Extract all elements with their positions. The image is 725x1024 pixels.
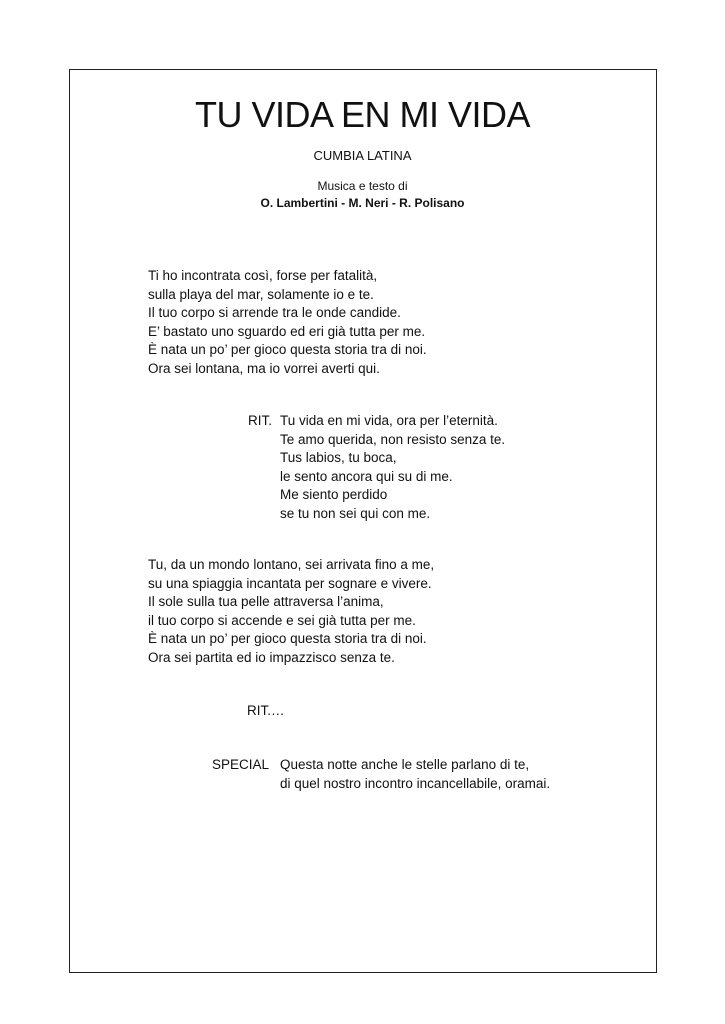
lyric-line: Questa notte anche le stelle parlano di te, [280, 757, 530, 772]
credits-label: Musica e testo di [317, 179, 408, 193]
lyric-line: il tuo corpo si accende e sei già tutta per me. [148, 612, 416, 628]
verse-1 [148, 267, 427, 378]
song-title: TU VIDA EN MI VIDA [194, 94, 531, 135]
lyric-line: Il sole sulla tua pelle attraversa l’anima, [148, 594, 384, 609]
lyric-line: le sento ancora qui su di me. [280, 468, 453, 484]
lyric-line: Tu vida en mi vida, ora per l’eternità. [280, 413, 498, 428]
verse-2 [148, 556, 434, 667]
credits-authors: O. Lambertini - M. Neri - R. Polisano [260, 196, 465, 210]
lyric-line: sulla playa del mar, solamente io e te. [148, 286, 374, 302]
lyric-line: Ti ho incontrata così, forse per fatalità, [148, 268, 378, 283]
lyric-line: Me siento perdido [280, 487, 388, 502]
lyric-line: È nata un po’ per gioco questa storia tra di noi. [148, 342, 427, 357]
chorus-repeat-marker: RIT.… [247, 703, 285, 718]
lyric-line: se tu non sei qui con me. [280, 505, 431, 521]
lyric-line: Tu, da un mondo lontano, sei arrivata fino a me, [148, 557, 435, 572]
lyric-line: su una spiaggia incantata per sognare e vivere. [148, 575, 432, 591]
lyric-line: Ora sei lontana, ma io vorrei averti qui. [148, 360, 380, 376]
lyric-line: È nata un po’ per gioco questa storia tra di noi. [148, 631, 427, 646]
lyric-line: Il tuo corpo si arrende tra le onde candide. [148, 305, 401, 320]
chorus [280, 412, 505, 523]
chorus-tag: RIT. [247, 413, 272, 428]
lyric-line: Tus labios, tu boca, [280, 450, 397, 465]
special-tag: SPECIAL [211, 757, 269, 772]
lyric-line: E’ bastato uno sguardo ed eri già tutta per me. [148, 323, 426, 339]
lyric-line: di quel nostro incontro incancellabile, oramai. [280, 775, 551, 791]
lyric-line: Ora sei partita ed io impazzisco senza te. [148, 649, 395, 665]
song-genre: CUMBIA LATINA [313, 148, 412, 163]
special-section [280, 756, 550, 793]
lyric-line: Te amo querida, non resisto senza te. [280, 431, 506, 447]
